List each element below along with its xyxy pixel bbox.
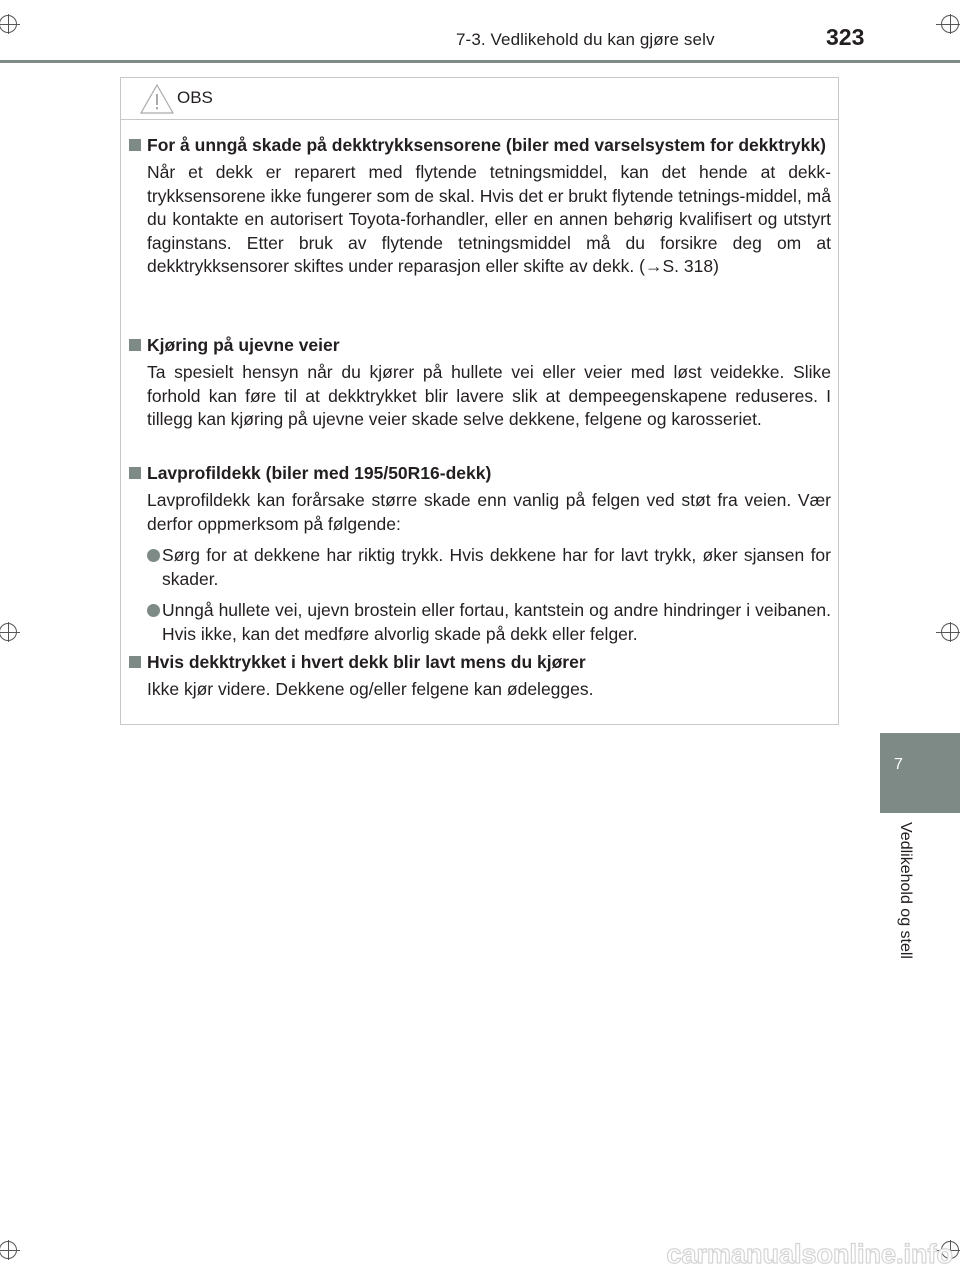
crop-mark-mid-right [936, 622, 960, 642]
caution-section [129, 134, 831, 279]
section-body: Ikke kjør videre. Dekkene og/eller felgene kan ødelegges. [147, 679, 594, 699]
section-heading [129, 334, 831, 357]
section-heading-text: Kjøring på ujevne veier [147, 335, 340, 355]
square-bullet-icon [129, 467, 141, 479]
section-heading-text: Lavprofildekk (biler med 195/50R16-dekk) [147, 463, 492, 483]
chapter-number: 7 [894, 756, 903, 773]
crop-mark-top-right [936, 14, 960, 34]
header-section-title: 7-3. Vedlikehold du kan gjøre selv [456, 30, 715, 49]
chapter-label [892, 822, 922, 992]
square-bullet-icon [129, 339, 141, 351]
section-body: Ta spesielt hensyn når du kjører på hullete vei eller veier med løst veidekke. Slike forhold kan føre til at dekktrykket blir lavere slik at dempeegenskapene reduseres. I tillegg kan kjøring på ujevne veier skade selve dekkene, felgene og karosseriet. [147, 362, 831, 429]
section-heading [129, 462, 831, 485]
header-rule [0, 60, 960, 63]
caution-box [120, 77, 839, 725]
list-item [129, 544, 831, 591]
square-bullet-icon [129, 139, 141, 151]
crop-mark-bottom-left [0, 1240, 20, 1260]
warning-triangle-icon [139, 83, 175, 115]
section-heading [129, 651, 831, 674]
square-bullet-icon [129, 656, 141, 668]
list-item [129, 599, 831, 646]
list-item-text: Sørg for at dekkene har riktig trykk. Hvis dekkene har for lavt trykk, øker sjansen for skader. [162, 545, 831, 589]
watermark [600, 1236, 956, 1270]
caution-label: OBS [177, 88, 213, 107]
round-bullet-icon [147, 604, 160, 617]
chapter-tab [880, 733, 960, 813]
watermark-text: carmanualsonline.info [666, 1239, 953, 1269]
caution-section [129, 334, 831, 432]
chapter-label-text: Vedlikehold og stell [897, 822, 914, 959]
section-body: Når et dekk er reparert med flytende tetningsmiddel, kan det hende at dekk-trykksensorene ikke fungerer som de skal. Hvis det er brukt flytende tetnings-middel, må du kontakte en autorisert Toyota-forhandler, eller en annen behørig kvalifisert og utstyrt faginstans. Etter bruk av flytende tetningsmiddel må du forsikre deg om at dekktrykksensorer skiftes under reparasjon eller skifte av dekk. (→S. 318) [147, 162, 831, 276]
caution-section [129, 651, 831, 702]
section-heading-text: For å unngå skade på dekktrykksensorene (biler med varselsystem for dekktrykk) [147, 135, 826, 155]
page-number: 323 [826, 24, 865, 50]
section-heading-text: Hvis dekktrykket i hvert dekk blir lavt mens du kjører [147, 652, 586, 672]
section-body: Lavprofildekk kan forårsake større skade enn vanlig på felgen ved støt fra veien. Vær derfor oppmerksom på følgende: [147, 490, 831, 534]
caution-section [129, 462, 831, 646]
list-item-text: Unngå hullete vei, ujevn brostein eller fortau, kantstein og andre hindringer i veibanen. Hvis ikke, kan det medføre alvorlig skade på dekk eller felger. [162, 600, 831, 644]
crop-mark-top-left [0, 14, 20, 34]
caution-header [121, 78, 838, 120]
round-bullet-icon [147, 549, 160, 562]
section-heading [129, 134, 831, 157]
crop-mark-mid-left [0, 622, 20, 642]
